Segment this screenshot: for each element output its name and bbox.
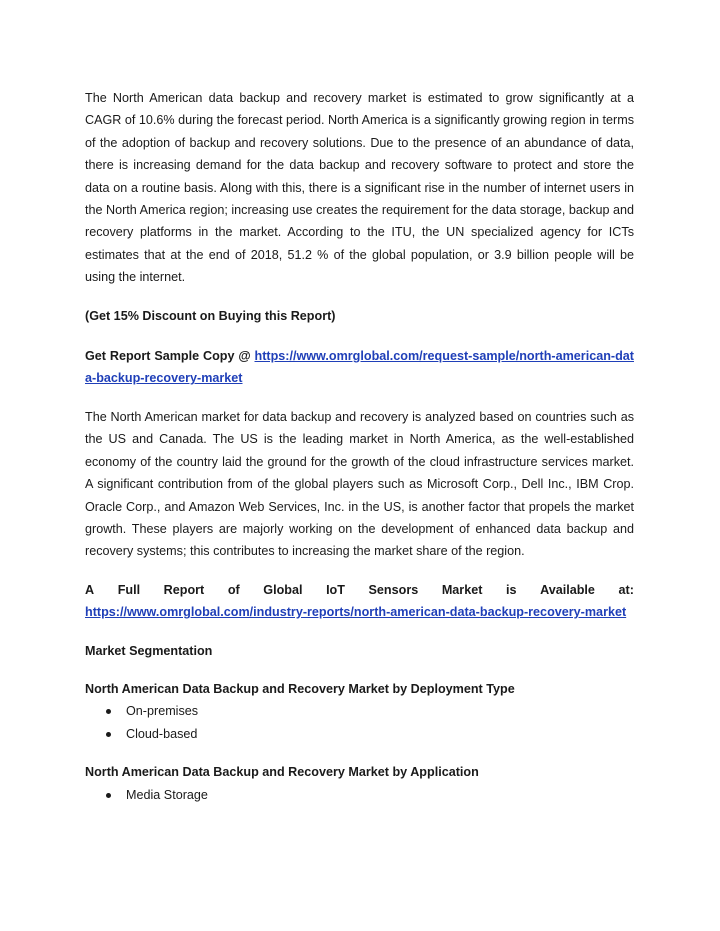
deployment-type-list: [85, 700, 634, 745]
list-item: [85, 700, 634, 722]
list-item: [85, 784, 634, 806]
full-report-block: [85, 579, 634, 624]
full-report-word: A: [85, 582, 95, 597]
full-report-word: Market: [441, 582, 483, 597]
full-report-word: Full: [117, 582, 141, 597]
full-report-word: IoT: [326, 582, 345, 597]
full-report-word: Sensors: [368, 582, 419, 597]
application-list: [85, 784, 634, 806]
market-analysis-paragraph: The North American market for data backup and recovery is analyzed based on countries such as the US and Canada. The US is the leading market in North America, as the well-established economy of the country laid the ground for the growth of the cloud infrastructure services market. A significant contribution from of the global players such as Microsoft Corp., Dell Inc., IBM Crop. Oracle Corp., and Amazon Web Services, Inc. in the US, is another factor that propels the market growth. These players are majorly working on the development of enhanced data backup and recovery systems; this contributes to increasing the market share of the region.: [85, 409, 634, 559]
list-item-label: Cloud-based: [126, 726, 198, 741]
segmentation-heading: Market Segmentation: [85, 643, 213, 658]
full-report-word: of: [227, 582, 240, 597]
discount-note: (Get 15% Discount on Buying this Report): [85, 308, 336, 323]
full-report-word: Available: [540, 582, 595, 597]
full-report-link[interactable]: https://www.omrglobal.com/industry-reports/north-american-data-backup-recovery-market: [85, 605, 627, 620]
full-report-line: [85, 579, 634, 601]
bullet-icon: [106, 732, 111, 737]
full-report-word: is: [506, 582, 517, 597]
bullet-icon: [106, 793, 111, 798]
sample-copy-label: Get Report Sample Copy @: [85, 349, 255, 364]
sample-request-link[interactable]: https://www.omrglobal.com/request-sample/north-american-data-backup-recovery-market: [85, 349, 634, 386]
list-item-label: On-premises: [126, 704, 199, 719]
full-report-word: at:: [618, 582, 634, 597]
list-item: [85, 723, 634, 745]
bullet-icon: [106, 709, 111, 714]
application-heading: North American Data Backup and Recovery Market by Application: [85, 765, 479, 780]
full-report-word: Report: [163, 582, 205, 597]
full-report-word: Global: [263, 582, 303, 597]
intro-paragraph: The North American data backup and recovery market is estimated to grow significantly at a CAGR of 10.6% during the forecast period. North America is a significantly growing region in terms of the adoption of backup and recovery solutions. Due to the presence of an abundance of data, there is increasing demand for the data backup and recovery software to protect and store the data on a routine basis. Along with this, there is a significant rise in the number of internet users in the North America region; increasing use creates the requirement for the data storage, backup and recovery platforms in the market. According to the ITU, the UN specialized agency for ICTs estimates that at the end of 2018, 51.2 % of the global population, or 3.9 billion people will be using the internet.: [85, 91, 634, 285]
sample-copy-paragraph: [85, 345, 634, 390]
deployment-type-heading: North American Data Backup and Recovery Market by Deployment Type: [85, 681, 515, 696]
list-item-label: Media Storage: [126, 787, 208, 802]
document-page: [85, 87, 634, 806]
